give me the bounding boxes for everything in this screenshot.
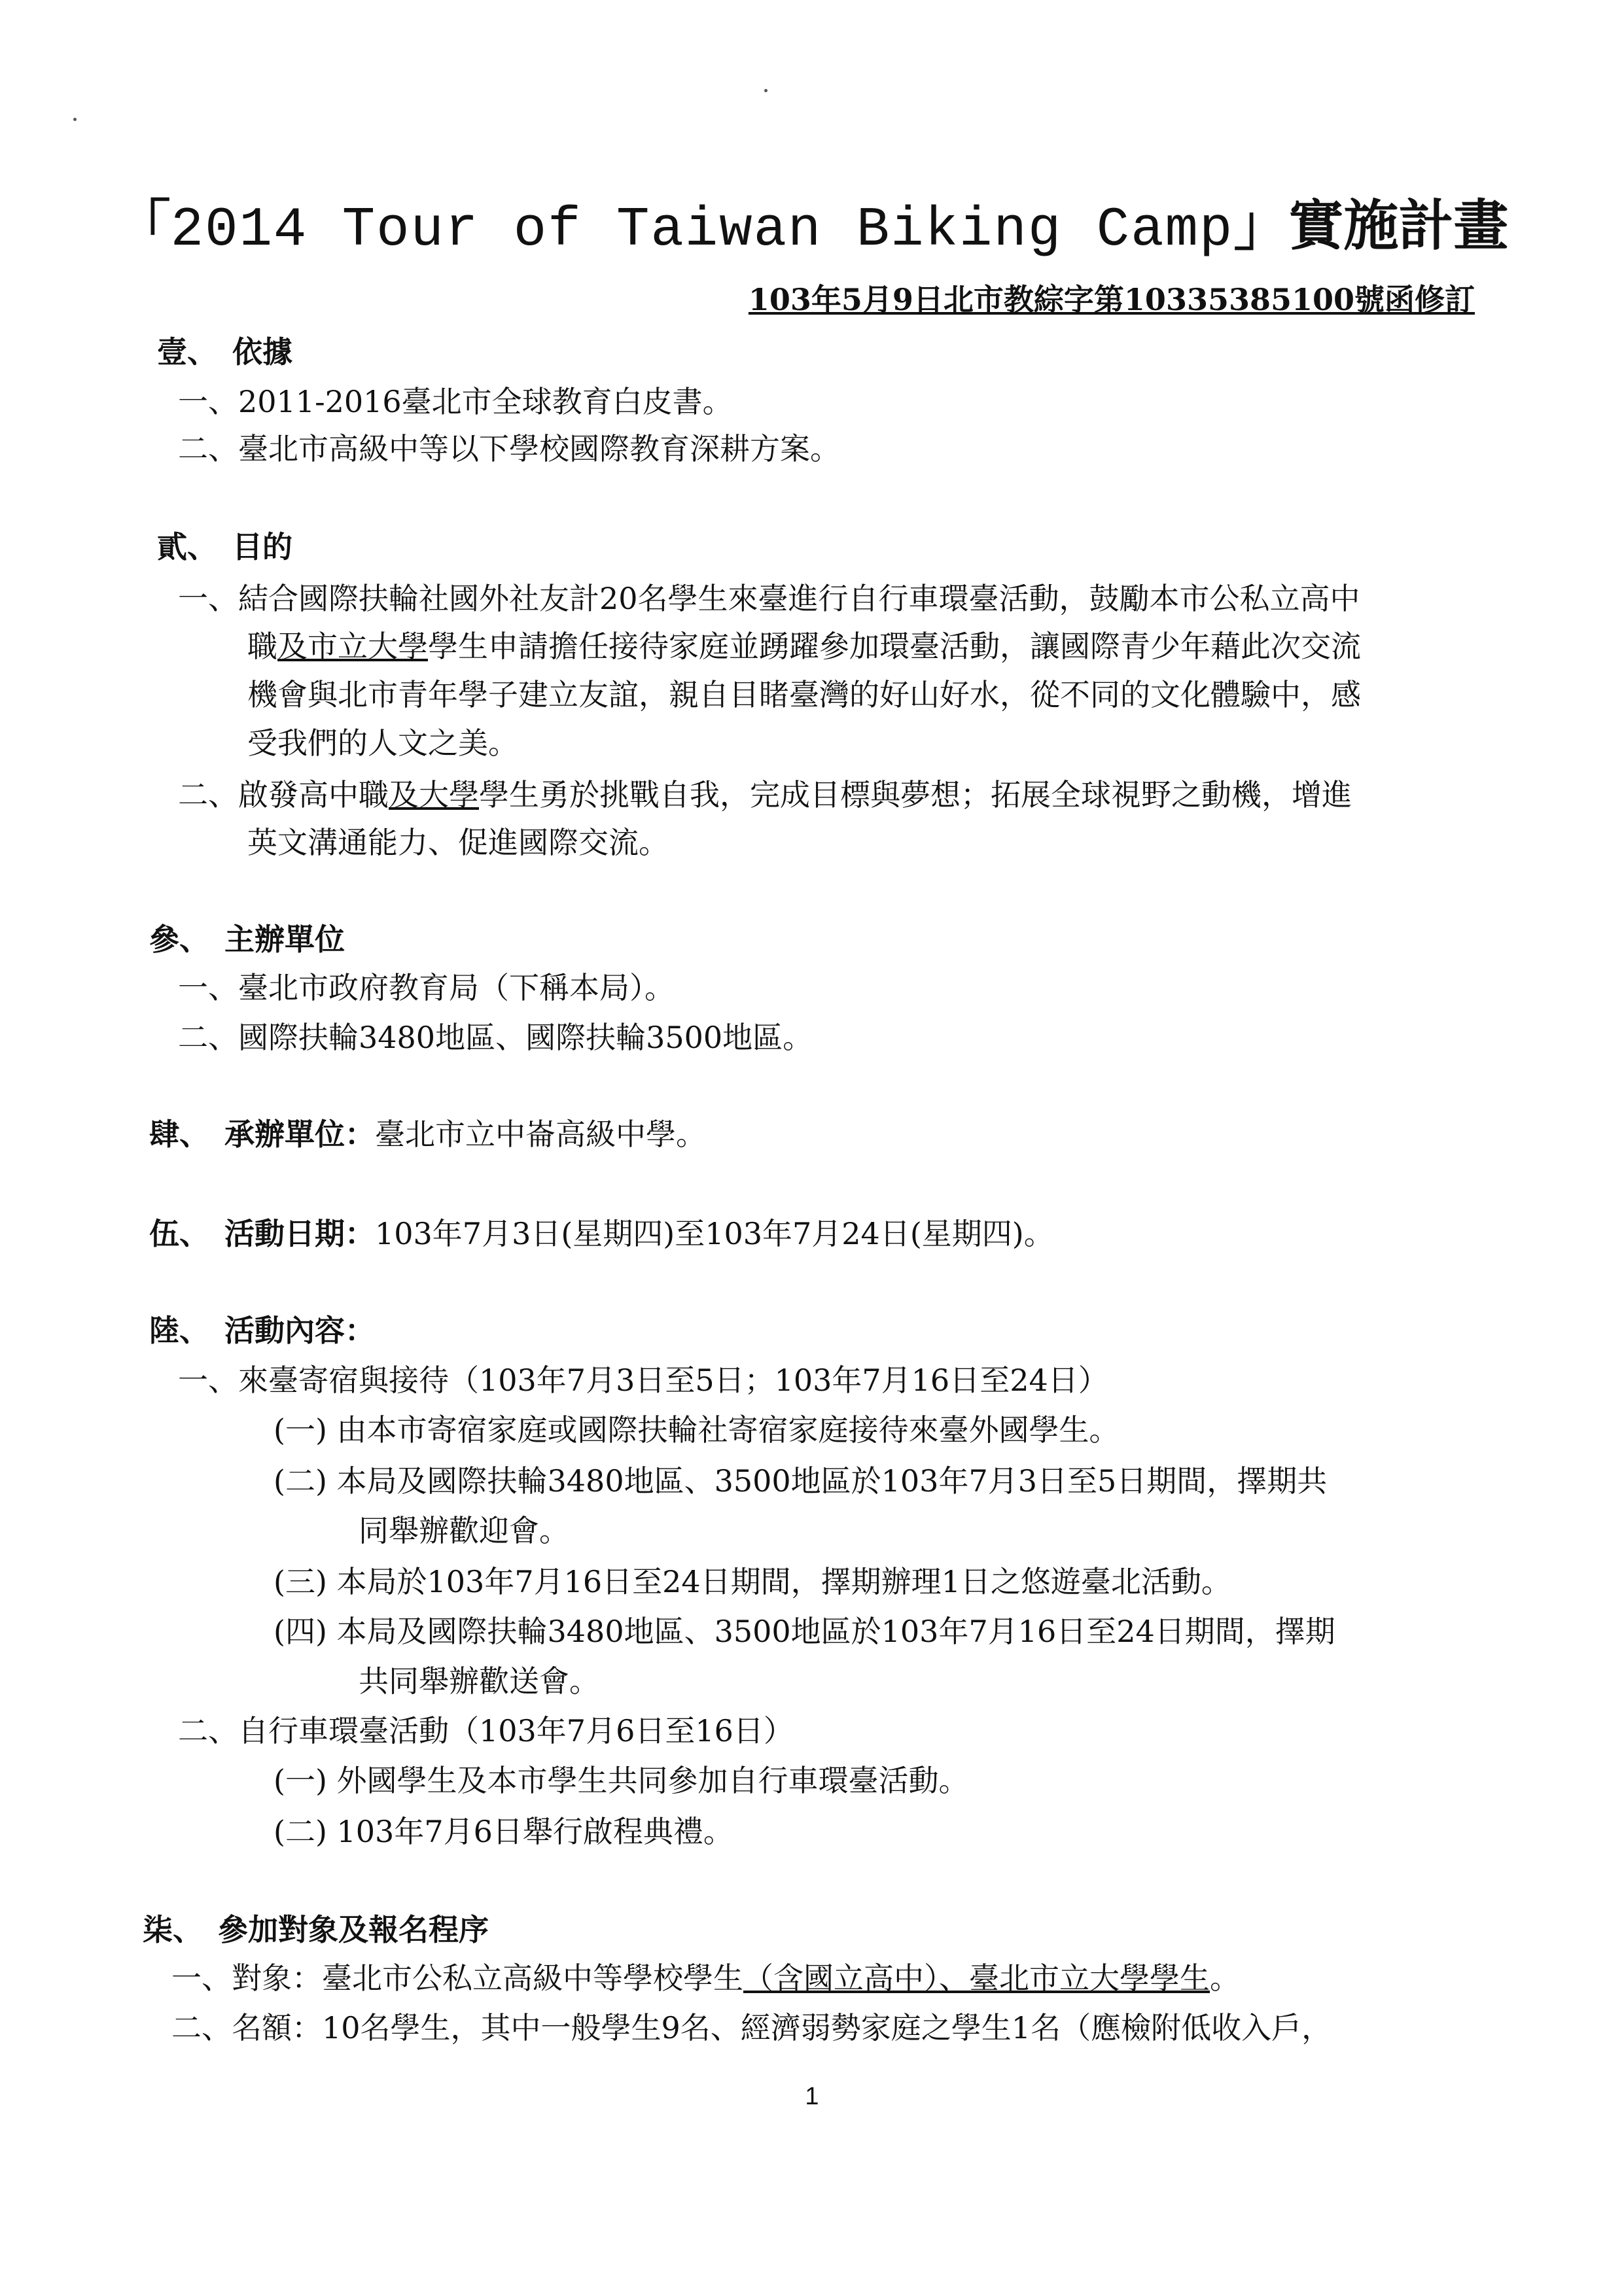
scan-speck xyxy=(764,89,768,92)
list-item: 一、對象：臺北市公私立高級中等學校學生（含國立高中）、臺北市立大學學生。 xyxy=(171,1960,1240,1996)
section-heading-eligibility: 柒、 參加對象及報名程序 xyxy=(143,1912,489,1947)
section-heading-basis: 壹、 依據 xyxy=(157,334,292,370)
sub-list-item: (一) 由本市寄宿家庭或國際扶輪社寄宿家庭接待來臺外國學生。 xyxy=(274,1412,1120,1448)
list-item: 二、啟發高中職及大學學生勇於挑戰自我，完成目標與夢想；拓展全球視野之動機，增進 xyxy=(178,777,1352,812)
page-number: 1 xyxy=(805,2083,819,2110)
section-heading-content: 陸、 活動內容： xyxy=(149,1313,375,1348)
document-subtitle: 103年5月9日北市教綜字第10335385100號函修訂 xyxy=(748,282,1475,317)
list-item: 一、來臺寄宿與接待（103年7月3日至5日；103年7月16日至24日） xyxy=(178,1363,1108,1398)
section-heading-executor: 肆、 承辦單位：臺北市立中崙高級中學。 xyxy=(149,1117,706,1152)
list-item-continued: 受我們的人文之美。 xyxy=(247,725,518,761)
section-heading-dates: 伍、 活動日期：103年7月3日(星期四)至103年7月24日(星期四)。 xyxy=(149,1216,1054,1251)
list-item: 一、結合國際扶輪社國外社友計20名學生來臺進行自行車環臺活動，鼓勵本市公私立高中 xyxy=(178,581,1360,616)
sub-list-item: (二) 103年7月6日舉行啟程典禮。 xyxy=(274,1814,733,1849)
section-heading-purpose: 貳、 目的 xyxy=(157,529,292,565)
list-item-continued: 職及市立大學學生申請擔任接待家庭並踴躍參加環臺活動，讓國際青少年藉此次交流 xyxy=(247,629,1361,664)
sub-list-item: (一) 外國學生及本市學生共同參加自行車環臺活動。 xyxy=(274,1763,969,1798)
sub-list-item: (二) 本局及國際扶輪3480地區、3500地區於103年7月3日至5日期間，擇期共 xyxy=(274,1463,1328,1499)
section-heading-organizer: 參、 主辦單位 xyxy=(149,922,345,957)
sub-list-item: (三) 本局於103年7月16日至24日期間，擇期辦理1日之悠遊臺北活動。 xyxy=(274,1564,1231,1599)
list-item: 二、名額：10名學生，其中一般學生9名、經濟弱勢家庭之學生1名（應檢附低收入戶， xyxy=(171,2010,1332,2045)
sub-list-item-continued: 共同舉辦歡送會。 xyxy=(359,1663,599,1699)
list-item: 一、2011-2016臺北市全球教育白皮書。 xyxy=(178,384,733,419)
list-item: 一、臺北市政府教育局（下稱本局）。 xyxy=(178,970,675,1005)
list-item-continued: 英文溝通能力、促進國際交流。 xyxy=(247,825,669,860)
sub-list-item: (四) 本局及國際扶輪3480地區、3500地區於103年7月16日至24日期間，擇期 xyxy=(274,1614,1335,1649)
document-title: 「2014 Tour of Taiwan Biking Camp」實施計畫 xyxy=(115,193,1509,262)
list-item: 二、臺北市高級中等以下學校國際教育深耕方案。 xyxy=(178,431,840,466)
sub-list-item-continued: 同舉辦歡迎會。 xyxy=(359,1513,569,1548)
scan-speck xyxy=(73,118,77,121)
list-item: 二、自行車環臺活動（103年7月6日至16日） xyxy=(178,1713,794,1748)
list-item: 二、國際扶輪3480地區、國際扶輪3500地區。 xyxy=(178,1020,813,1055)
list-item-continued: 機會與北市青年學子建立友誼，親自目睹臺灣的好山好水，從不同的文化體驗中，感 xyxy=(247,677,1361,712)
